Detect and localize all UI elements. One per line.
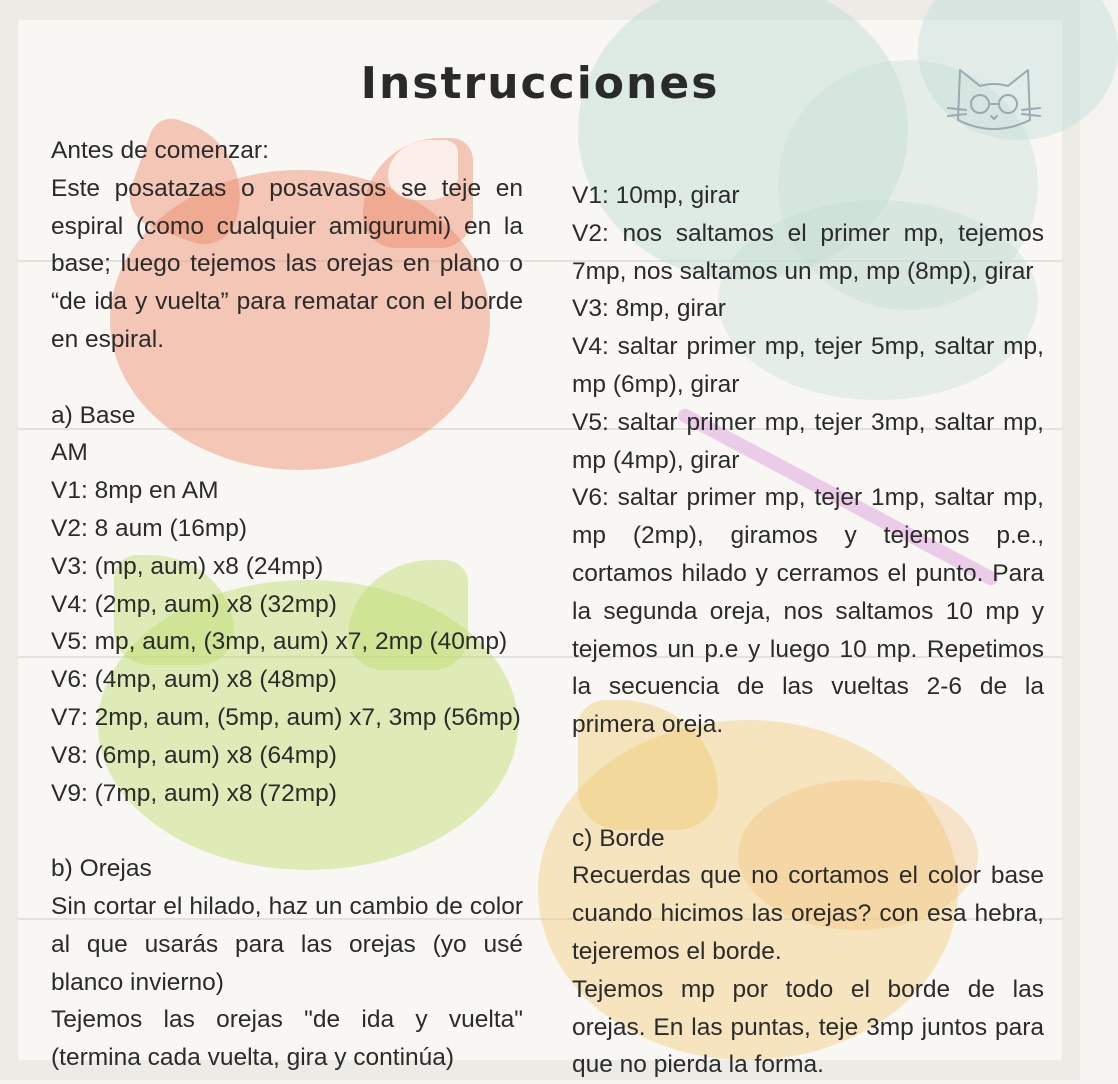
ears-text: Tejemos las orejas "de ida y vuelta" (termina cada vuelta, gira y continúa) [51, 1006, 523, 1072]
base-row: V2: 8 aum (16mp) [51, 514, 248, 542]
left-column [51, 132, 523, 1077]
ear-row: V4: saltar primer mp, tejer 5mp, saltar mp, mp (6mp), girar [572, 333, 1044, 398]
base-row: V9: (7mp, aum) x8 (72mp) [51, 779, 337, 807]
base-row: V8: (6mp, aum) x8 (64mp) [51, 741, 337, 769]
ear-row: V1: 10mp, girar [572, 182, 740, 209]
base-row: AM [51, 439, 88, 467]
ear-row: V5: saltar primer mp, tejer 3mp, saltar mp, mp (4mp), girar [572, 408, 1044, 474]
base-row: V3: (mp, aum) x8 (24mp) [51, 552, 324, 580]
border-heading: c) Borde [572, 824, 665, 852]
intro-text: Este posatazas o posavasos se teje en espiral (como cualquier amigurumi) en la base; luego tejemos las orejas en plano o “de ida y vuelta” para rematar con el borde en espiral. [51, 174, 523, 353]
base-row: V5: mp, aum, (3mp, aum) x7, 2mp (40mp) [51, 628, 508, 656]
base-row: V6: (4mp, aum) x8 (48mp) [51, 666, 337, 694]
page-title: Instrucciones [360, 58, 720, 109]
base-row: V7: 2mp, aum, (5mp, aum) x7, 3mp (56mp) [51, 703, 521, 731]
ears-text: Sin cortar el hilado, haz un cambio de color al que usarás para las orejas (yo usé blanco invierno) [51, 892, 523, 996]
ear-row: V3: 8mp, girar [572, 295, 726, 323]
intro-heading: Antes de comenzar: [51, 137, 269, 164]
border-text: Recuerdas que no cortamos el color base cuando hicimos las orejas? con esa hebra, tejeremos el borde. [572, 862, 1044, 965]
ear-row: V2: nos saltamos el primer mp, tejemos 7mp, nos saltamos un mp, mp (8mp), girar [572, 219, 1044, 285]
base-row: V4: (2mp, aum) x8 (32mp) [51, 590, 337, 618]
ear-row: V6: saltar primer mp, tejer 1mp, saltar mp, mp (2mp), giramos y tejemos p.e., cortamos hilado y cerramos el punto. Para la segunda oreja, nos saltamos 10 mp y tejemos un p.e y luego 10 mp. Repetimos la secuencia de las vueltas 2-6 de la primera oreja. [572, 484, 1044, 739]
base-row: V1: 8mp en AM [51, 477, 219, 505]
instruction-card [18, 20, 1062, 1079]
ears-heading: b) Orejas [51, 855, 152, 883]
base-heading: a) Base [51, 401, 136, 429]
border-text: Tejemos mp por todo el borde de las orejas. En las puntas, teje 3mp juntos para que no pierda la forma. [572, 975, 1044, 1079]
right-column [572, 177, 1044, 1084]
